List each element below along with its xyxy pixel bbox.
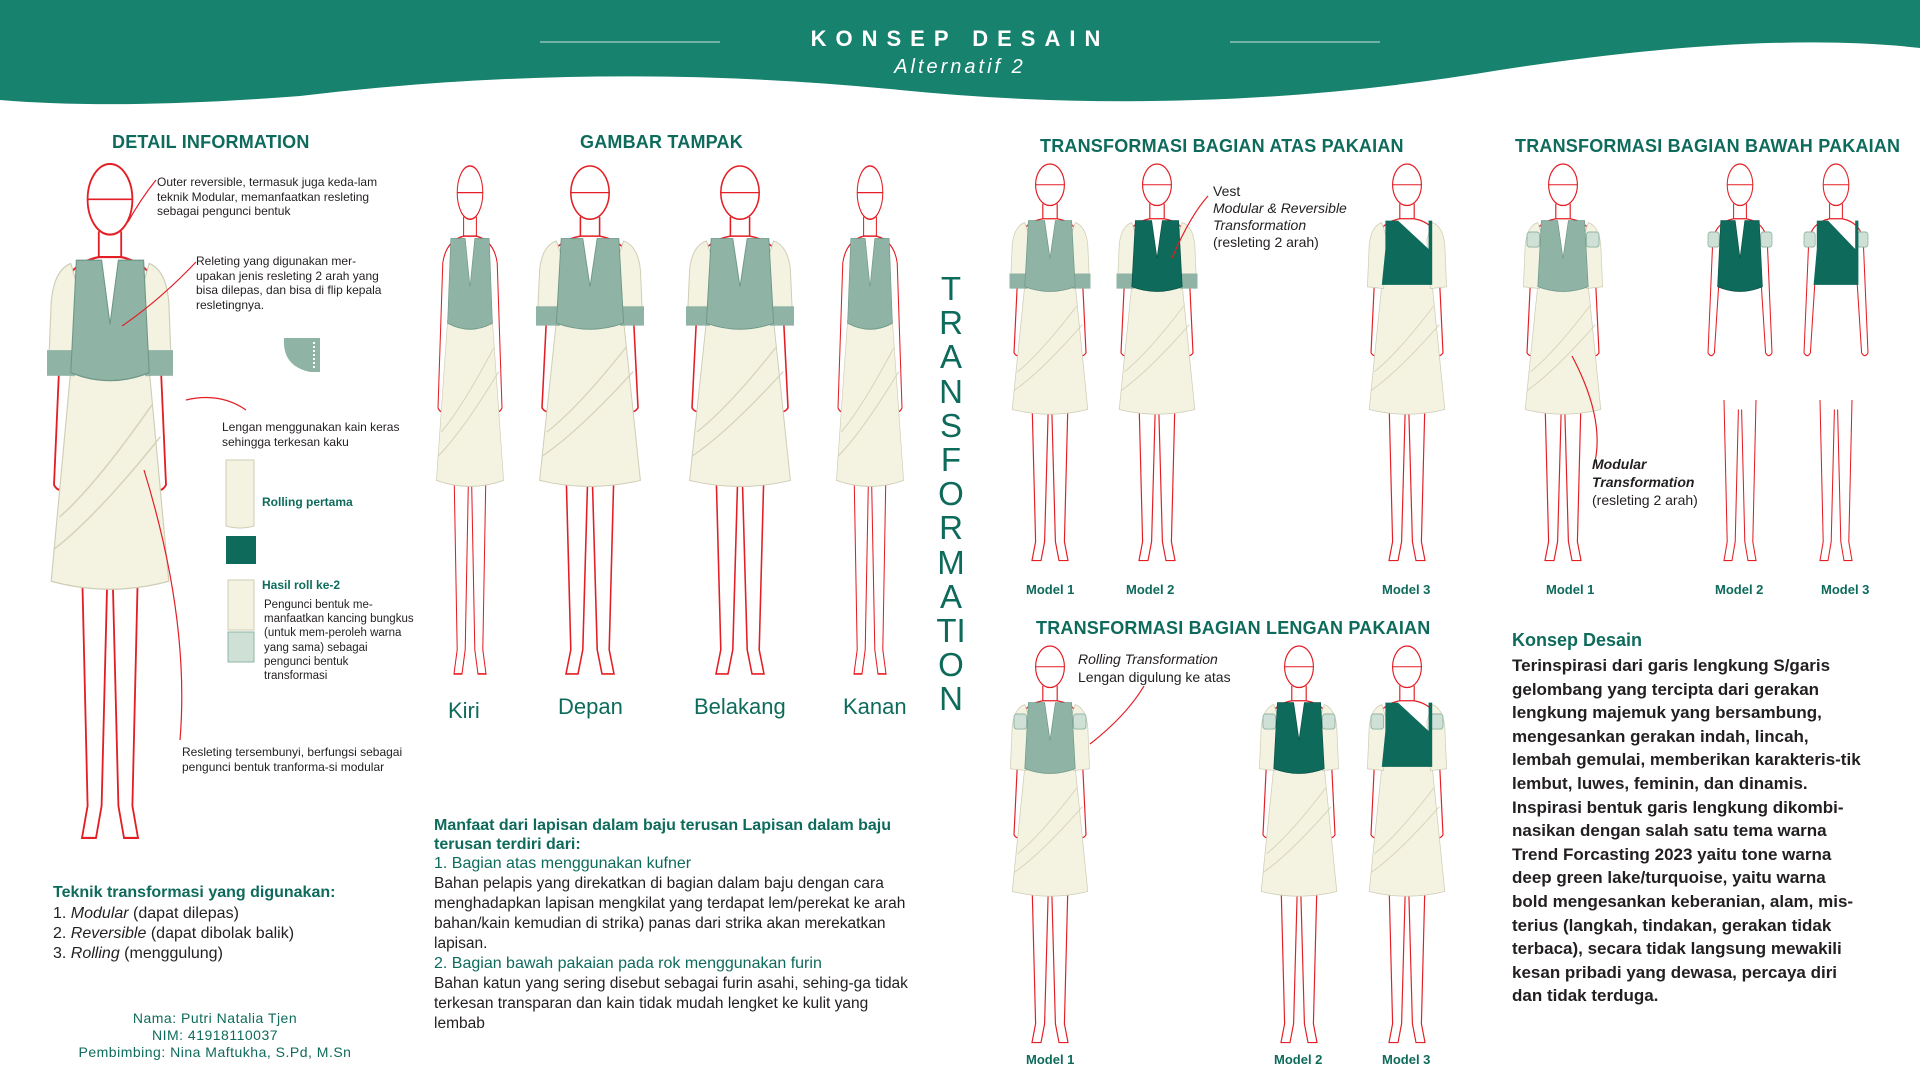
konsep-body: Terinspirasi dari garis lengkung S/garis gelombang yang tercipta dari gerakan lengkung majemuk yang bersambung, mengesankan gerakan indah, lincah, lembah gemulai, memberikan karakteris-tik lembut, luwes, feminin, dan dinamis. Inspirasi bentuk garis lengkung dikombi-nasikan dengan salah satu tema warna Trend Forcasting 2023 yaitu tone warna deep green lake/turquoise, yaitu warna bold mengesankan keberanian, alam, mis-terius (langkah, tindakan, gerakan tidak terbaca), secara tidak langsung mewakili kesan pribadi yang dewasa, percaya diri dan tidak terduga.: [1512, 656, 1861, 1006]
lengan-note: [1078, 650, 1298, 686]
manfaat-p2-title: 2. Bagian bawah pakaian pada rok menggunakan furin: [434, 955, 822, 972]
views-title: GAMBAR TAMPAK: [580, 132, 743, 152]
view-label-belakang: Belakang: [694, 694, 786, 719]
teknik-desc: (menggulung): [119, 945, 223, 962]
detail-note-resleting: Releting yang digunakan mer-upakan jenis resleting 2 arah yang bisa dilepas, dan bisa di flip kepala resletingnya.: [196, 254, 382, 312]
teknik-desc: (dapat dibolak balik): [146, 925, 295, 942]
detail-note-rolling2: Hasil roll ke-2: [262, 578, 341, 592]
teknik-term: Rolling: [70, 945, 120, 962]
teknik-desc: (dapat dilepas): [128, 905, 239, 922]
atas-model-label-3: Model 3: [1382, 582, 1431, 597]
lengan-note-line2: Lengan digulung ke atas: [1078, 669, 1231, 685]
lengan-title: TRANSFORMASI BAGIAN LENGAN PAKAIAN: [1036, 618, 1431, 638]
bawah-note-line2: (resleting 2 arah): [1592, 492, 1698, 508]
teknik-num: 2.: [53, 925, 67, 942]
detail-note-kancing: Pengunci bentuk me-manfaatkan kancing bungkus (untuk mem-peroleh warna yang sama) sebagai pengunci bentuk transformasi: [264, 599, 414, 683]
lengan-model-label-1: Model 1: [1026, 1052, 1075, 1067]
teknik-term: Modular: [70, 905, 129, 922]
atas-model-label-1: Model 1: [1026, 582, 1075, 597]
atas-title: TRANSFORMASI BAGIAN ATAS PAKAIAN: [1040, 136, 1404, 156]
atas-note-line2: Modular & Reversible Transformation: [1213, 200, 1347, 233]
bawah-model-label-3: Model 3: [1821, 582, 1870, 597]
atas-note-line3: (resleting 2 arah): [1213, 234, 1319, 250]
detail-title: DETAIL INFORMATION: [112, 132, 310, 152]
credit-name: Nama: Putri Natalia Tjen: [132, 1010, 298, 1026]
credit-advisor: Pembimbing: Nina Maftukha, S.Pd, M.Sn: [78, 1044, 352, 1060]
manfaat-heading: Manfaat dari lapisan dalam baju terusan Lapisan dalam baju terusan terdiri dari:: [434, 817, 892, 853]
bawah-model-label-1: Model 1: [1546, 582, 1595, 597]
header-subtitle: Alternatif 2: [894, 56, 1026, 78]
manfaat-p2-body: Bahan katun yang sering disebut sebagai furin asahi, sehing-ga tidak terkesan transparan dan kain tidak mudah lengket ke kulit yang lembab: [434, 975, 908, 1032]
lengan-model-label-3: Model 3: [1382, 1052, 1431, 1067]
view-label-kiri: Kiri: [448, 698, 480, 723]
manfaat-p1-title: 1. Bagian atas menggunakan kufner: [434, 855, 692, 872]
detail-note-hidden-zip: Resleting tersembunyi, berfungsi sebagai pengunci bentuk tranforma-si modular: [182, 745, 403, 774]
teknik-title: Teknik transformasi yang digunakan:: [53, 884, 336, 901]
lengan-model-label-2: Model 2: [1274, 1052, 1323, 1067]
view-label-kanan: Kanan: [843, 694, 907, 719]
teknik-num: 1.: [53, 905, 67, 922]
atas-model-label-2: Model 2: [1126, 582, 1175, 597]
detail-note-rolling1: Rolling pertama: [262, 495, 353, 509]
lengan-note-line1: Rolling Transformation: [1078, 651, 1218, 667]
bawah-title: TRANSFORMASI BAGIAN BAWAH PAKAIAN: [1515, 136, 1901, 156]
transformation-vertical-text: TRANSFORMATION: [936, 270, 966, 718]
teknik-num: 3.: [53, 945, 67, 962]
header-title: KONSEP DESAIN: [810, 26, 1110, 51]
manfaat-p1-body: Bahan pelapis yang direkatkan di bagian dalam baju dengan cara menghadapkan lapisan mengkilat yang terdapat lem/perekat ke arah bahan/kain kemudian di strika) panas dari strika akan merekatkan lapisan.: [434, 875, 906, 952]
atas-note-line1: Vest: [1213, 183, 1241, 199]
konsep-title: Konsep Desain: [1512, 630, 1643, 650]
view-label-depan: Depan: [558, 694, 623, 719]
detail-note-lengan: Lengan menggunakan kain keras sehingga terkesan kaku: [222, 420, 400, 449]
credit-nim: NIM: 41918110037: [151, 1027, 279, 1043]
bawah-note-line1: Modular Transformation: [1592, 456, 1695, 490]
detail-note-outer: Outer reversible, termasuk juga keda-lam teknik Modular, memanfaatkan resleting sebagai pengunci bentuk: [157, 175, 378, 218]
bawah-model-label-2: Model 2: [1715, 582, 1764, 597]
teknik-term: Reversible: [70, 925, 147, 942]
